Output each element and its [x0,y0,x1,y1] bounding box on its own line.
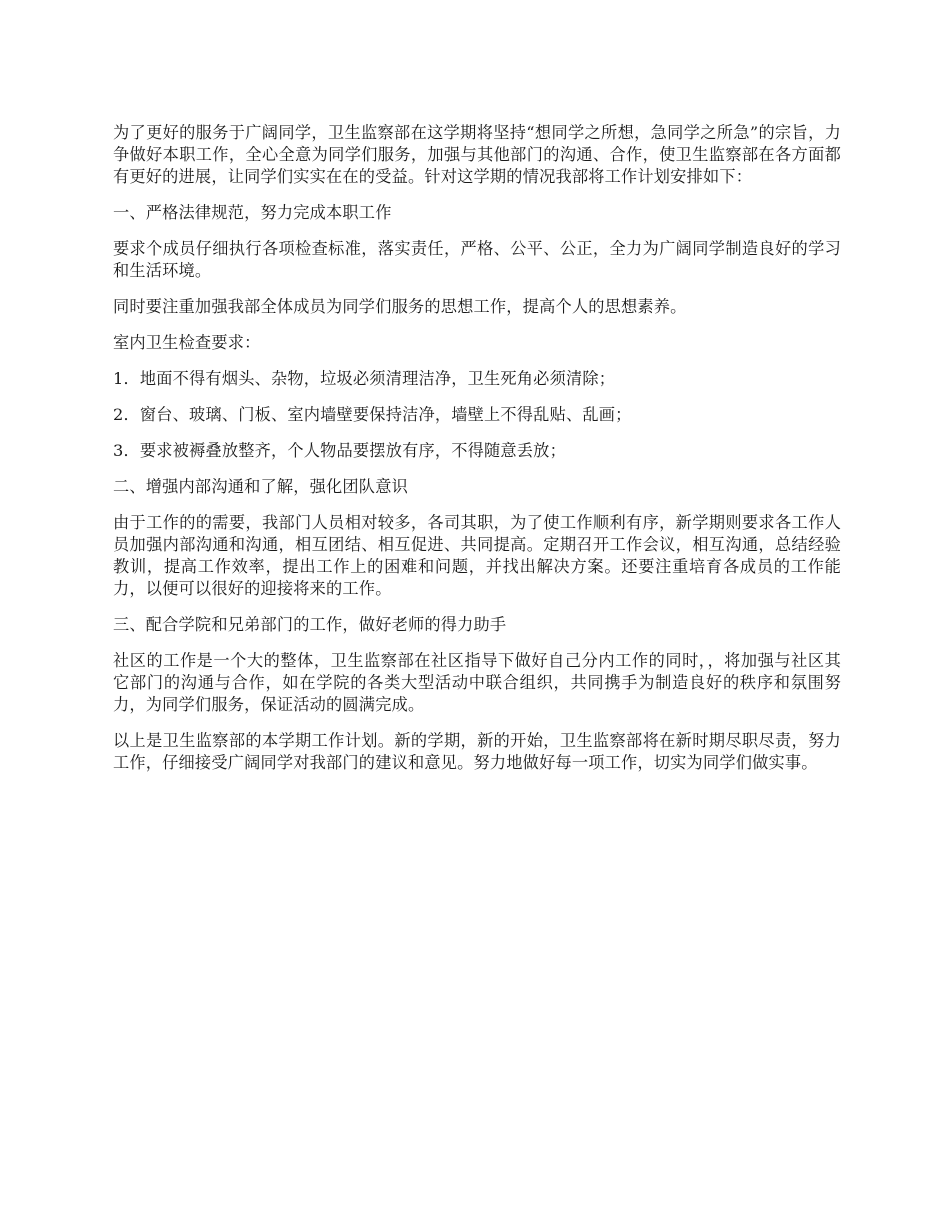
closing-paragraph: 以上是卫生监察部的本学期工作计划。新的学期，新的开始，卫生监察部将在新时期尽职尽责，努力工作，仔细接受广阔同学对我部门的建议和意见。努力地做好每一项工作，切实为同学们做实事。 [113,731,841,772]
subheading: 室内卫生检查要求： [113,333,261,352]
section-heading-2: 二、增强内部沟通和了解，强化团队意识 [113,477,408,496]
paragraph: 要求个成员仔细执行各项检查标准，落实责任，严格、公平、公正，全力为广阔同学制造良好的学习和生活环境。 [113,239,841,280]
paragraph: 社区的工作是一个大的整体，卫生监察部在社区指导下做好自己分内工作的同时，，将加强与社区其它部门的沟通与合作，如在学院的各类大型活动中联合组织，共同携手为制造良好的秩序和氛围努力，为同学们服务，保证活动的圆满完成。 [113,651,841,714]
paragraph: 由于工作的的需要，我部门人员相对较多，各司其职，为了使工作顺利有序，新学期则要求各工作人员加强内部沟通和沟通，相互团结、相互促进、共同提高。定期召开工作会议，相互沟通，总结经验教训，提高工作效率，提出工作上的困难和问题，并找出解决方案。还要注重培育各成员的工作能力，以便可以很好的迎接将来的工作。 [113,513,841,598]
list-item: 2．窗台、玻璃、门板、室内墙壁要保持洁净，墙壁上不得乱贴、乱画； [113,405,632,424]
section-heading-1: 一、严格法律规范，努力完成本职工作 [113,203,392,222]
list-item: 3．要求被褥叠放整齐，个人物品要摆放有序，不得随意丢放； [113,441,566,460]
paragraph: 同时要注重加强我部全体成员为同学们服务的思想工作，提高个人的思想素养。 [113,297,687,316]
document-body [113,122,841,788]
section-heading-3: 三、配合学院和兄弟部门的工作，做好老师的得力助手 [113,615,507,634]
list-item: 1．地面不得有烟头、杂物，垃圾必须清理洁净，卫生死角必须清除； [113,369,616,388]
intro-paragraph: 为了更好的服务于广阔同学，卫生监察部在这学期将坚持“想同学之所想，急同学之所急”的宗旨，力争做好本职工作，全心全意为同学们服务，加强与其他部门的沟通、合作，使卫生监察部在各方面都有更好的进展，让同学们实实在在的受益。针对这学期的情况我部将工作计划安排如下： [113,123,841,186]
